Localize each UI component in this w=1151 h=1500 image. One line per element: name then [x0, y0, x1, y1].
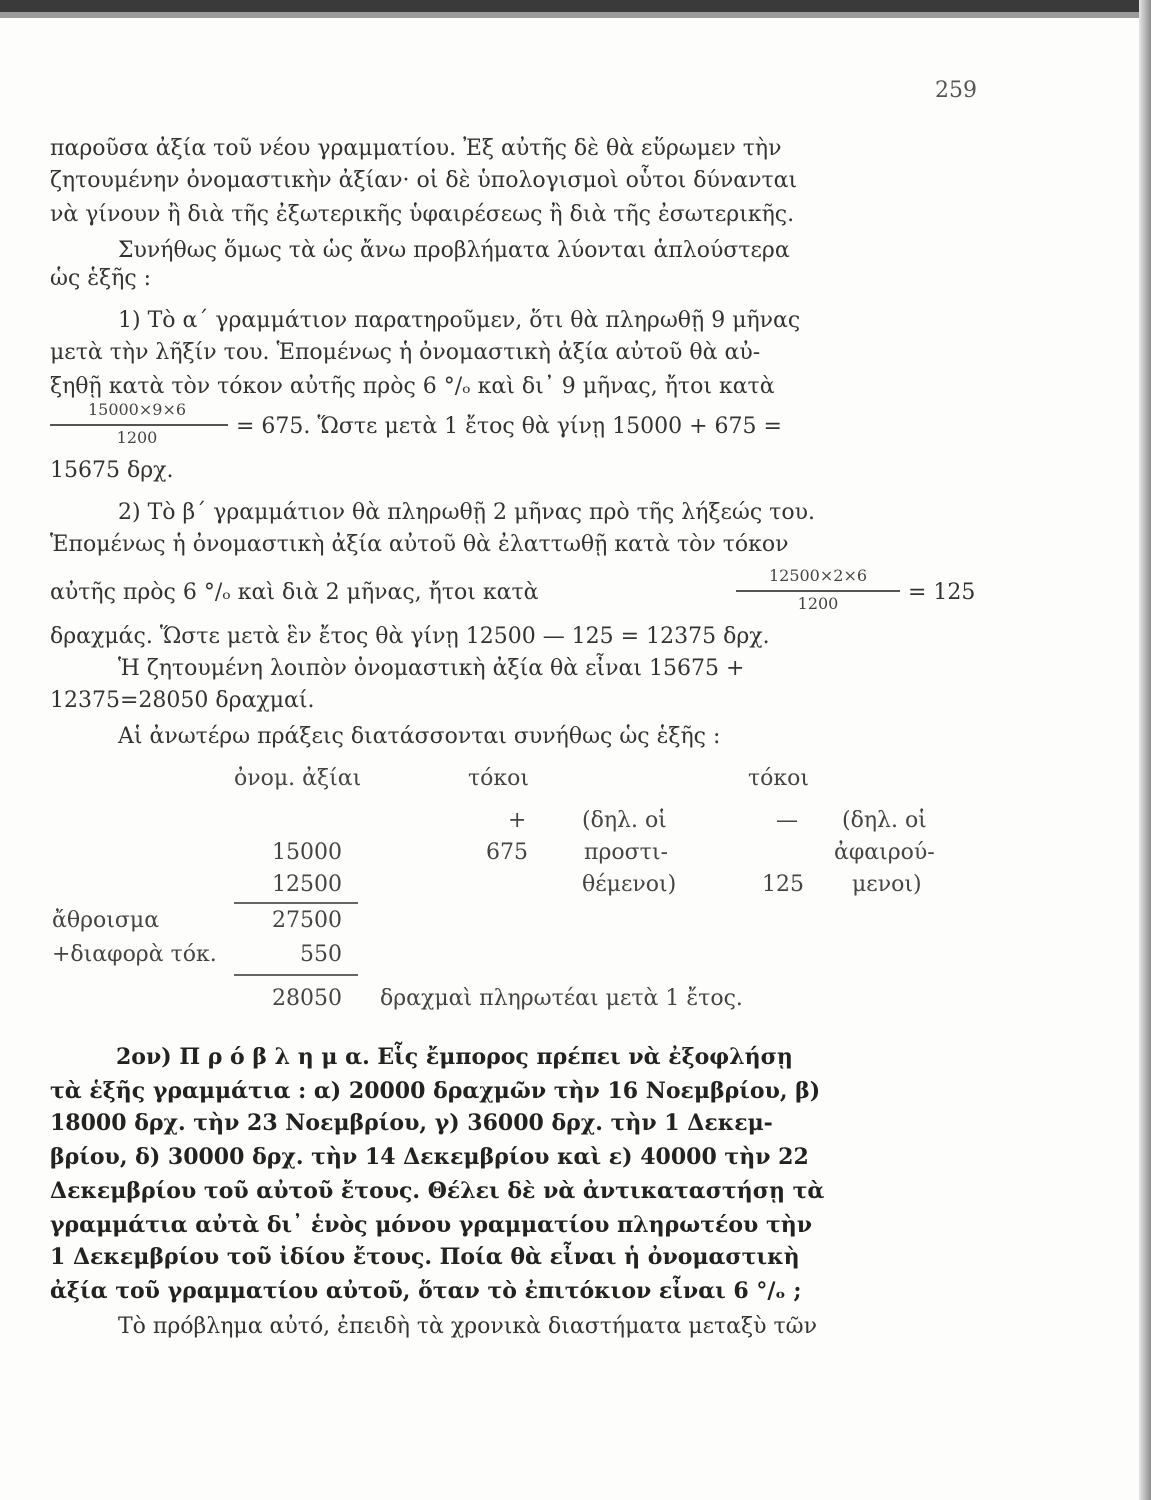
fraction-denominator: 1200: [797, 594, 839, 613]
problem-line: τὰ ἑξῆς γραμμάτια : α) 20000 δραχμῶν τὴν 16 Νοεμβρίου, β): [50, 1078, 821, 1104]
text-line: νὰ γίνουν ἢ διὰ τῆς ἐξωτερικῆς ὑφαιρέσεως ἢ διὰ τῆς ἐσωτερικῆς.: [50, 202, 795, 227]
note-subtracted-line1: (δηλ. οἱ: [842, 808, 927, 833]
fraction-numerator: 12500×2×6: [768, 566, 868, 585]
text-line: μετὰ τὴν λῆξίν του. Ἑπομένως ἡ ὀνομαστικὴ ἀξία αὐτοῦ θὰ αὐ-: [50, 340, 761, 365]
total-rule: [234, 974, 358, 976]
fraction-bar: [736, 590, 900, 592]
difference-value: 550: [300, 942, 342, 967]
text-line: = 675. Ὥστε μετὰ 1 ἔτος θὰ γίνῃ 15000 + 675 =: [236, 414, 782, 439]
text-line: 1) Τὸ α΄ γραμμάτιον παρατηροῦμεν, ὅτι θὰ πληρωθῇ 9 μῆνας: [118, 308, 801, 333]
problem-line: 1 Δεκεμβρίου τοῦ ἰδίου ἔτους. Ποία θὰ εἶναι ἡ ὀνομαστικὴ: [50, 1244, 800, 1270]
problem-line: ἀξία τοῦ γραμματίου αὐτοῦ, ὅταν τὸ ἐπιτόκιον εἶναι 6 °/ₒ ;: [50, 1278, 802, 1304]
value-row-2: 12500: [272, 872, 342, 897]
text-line: αὐτῆς πρὸς 6 °/ₒ καὶ διὰ 2 μῆνας, ἤτοι κατὰ: [50, 580, 539, 605]
text-line: 12375=28050 δραχμαί.: [50, 688, 315, 713]
value-row-1: 15000: [272, 840, 342, 865]
sum-value: 27500: [272, 908, 342, 933]
text-line: Ἡ ζητουμένη λοιπὸν ὀνομαστικὴ ἀξία θὰ εἶναι 15675 +: [118, 656, 745, 681]
text-line: Αἱ ἀνωτέρω πράξεις διατάσσονται συνήθως ὡς ἑξῆς :: [118, 724, 721, 749]
text-line: ξηθῇ κατὰ τὸν τόκον αὐτῆς πρὸς 6 °/ₒ καὶ δι᾽ 9 μῆνας, ἤτοι κατὰ: [50, 374, 775, 399]
text-line: 15675 δρχ.: [50, 458, 174, 483]
interest-added-value: 675: [486, 840, 528, 865]
table-header-interest-added: τόκοι: [468, 766, 530, 791]
sum-label: ἄθροισμα: [52, 908, 160, 933]
text-line: Τὸ πρόβλημα αὐτό, ἐπειδὴ τὰ χρονικὰ διαστήματα μεταξὺ τῶν: [118, 1314, 817, 1339]
note-added-line2: προστι-: [584, 840, 668, 865]
table-header-interest-subtracted: τόκοι: [748, 766, 810, 791]
text-line: = 125: [908, 580, 976, 605]
table-header-values: ὀνομ. ἀξίαι: [234, 766, 362, 791]
plus-sign: +: [508, 808, 527, 833]
note-added-line3: θέμενοι): [582, 872, 677, 897]
text-line: ὡς ἑξῆς :: [50, 266, 152, 291]
scan-top-edge: [0, 0, 1151, 12]
minus-sign: —: [776, 808, 798, 833]
scan-top-shadow: [0, 12, 1151, 18]
problem-line: βρίου, δ) 30000 δρχ. τὴν 14 Δεκεμβρίου καὶ ε) 40000 τὴν 22: [50, 1144, 809, 1170]
problem-line: Δεκεμβρίου τοῦ αὐτοῦ ἔτους. Θέλει δὲ νὰ ἀντικαταστήσῃ τὰ: [50, 1178, 825, 1204]
fraction-denominator: 1200: [116, 428, 158, 447]
fraction-bar: [50, 424, 228, 426]
note-subtracted-line2: ἀφαιρού-: [834, 840, 935, 865]
sum-rule: [234, 902, 358, 904]
text-line: ζητουμένην ὀνομαστικὴν ἀξίαν· οἱ δὲ ὑπολογισμοὶ οὗτοι δύνανται: [50, 168, 798, 193]
text-line: 2) Τὸ β΄ γραμμάτιον θὰ πληρωθῇ 2 μῆνας πρὸ τῆς λήξεώς του.: [118, 500, 815, 525]
text-line: παροῦσα ἀξία τοῦ νέου γραμματίου. Ἐξ αὐτῆς δὲ θὰ εὕρωμεν τὴν: [50, 136, 782, 161]
scan-right-edge: [1139, 0, 1151, 1500]
problem-line: γραμμάτια αὐτὰ δι᾽ ἑνὸς μόνου γραμματίου πληρωτέου τὴν: [50, 1212, 813, 1238]
text-line: δραχμάς. Ὥστε μετὰ ἓν ἔτος θὰ γίνῃ 12500 — 125 = 12375 δρχ.: [50, 624, 770, 649]
interest-subtracted-value: 125: [762, 872, 804, 897]
text-line: Ἑπομένως ἡ ὀνομαστικὴ ἀξία αὐτοῦ θὰ ἐλαττωθῇ κατὰ τὸν τόκον: [50, 532, 789, 557]
total-value: 28050: [272, 986, 342, 1011]
text-line: Συνήθως ὅμως τὰ ὡς ἄνω προβλήματα λύονται ἁπλούστερα: [118, 238, 790, 263]
page-number: 259: [935, 78, 977, 103]
problem-line: 18000 δρχ. τὴν 23 Νοεμβρίου, γ) 36000 δρχ. τὴν 1 Δεκεμ-: [50, 1110, 773, 1136]
difference-label: +διαφορὰ τόκ.: [52, 942, 217, 967]
problem-line: 2ον) Π ρ ό β λ η μ α. Εἷς ἔμπορος πρέπει νὰ ἐξοφλήσῃ: [116, 1044, 793, 1070]
fraction-numerator: 15000×9×6: [87, 400, 187, 419]
note-subtracted-line3: μενοι): [852, 872, 922, 897]
note-added-line1: (δηλ. οἱ: [582, 808, 667, 833]
total-text: δραχμαὶ πληρωτέαι μετὰ 1 ἔτος.: [380, 986, 743, 1011]
